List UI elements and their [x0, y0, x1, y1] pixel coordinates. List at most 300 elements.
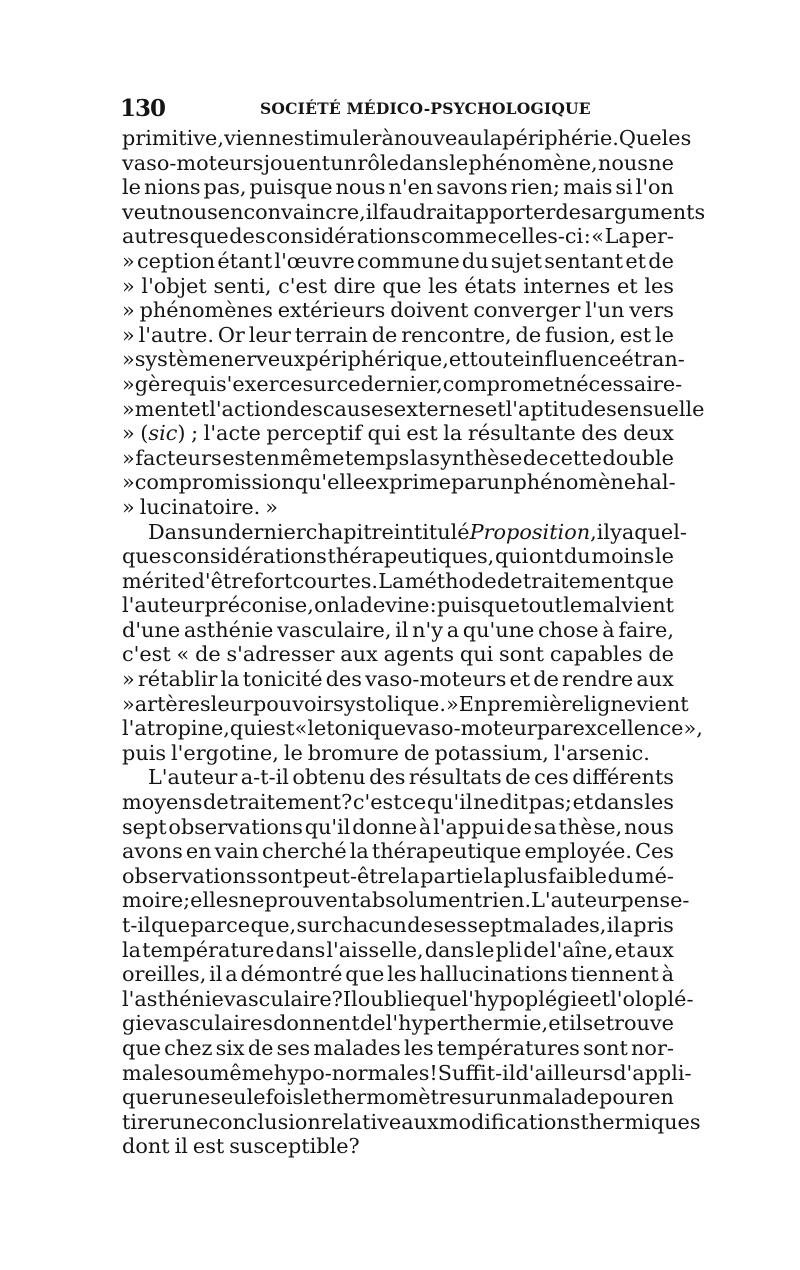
word: sur	[302, 371, 337, 396]
word: à	[418, 814, 432, 839]
word: ces	[534, 765, 569, 790]
word: et	[484, 396, 506, 421]
word: intitulé	[393, 519, 470, 544]
word: vers	[629, 298, 674, 323]
word: de	[505, 765, 531, 790]
word: et	[188, 396, 210, 421]
word: le	[283, 740, 303, 765]
word: courtes.	[292, 568, 379, 593]
word: phénomènes	[139, 298, 273, 323]
word: Dans	[148, 519, 202, 544]
word: apporter	[463, 199, 556, 224]
word: des	[325, 667, 362, 692]
word: le	[655, 322, 674, 347]
text-line	[122, 446, 674, 471]
word: mal	[582, 593, 622, 618]
word: aux	[340, 642, 378, 667]
word: d'ailleurs	[515, 1060, 614, 1085]
word: un	[486, 470, 514, 495]
word: la	[483, 126, 503, 150]
word: La	[604, 224, 631, 249]
text-line	[122, 815, 674, 840]
word: vienne	[223, 126, 294, 150]
text-line	[122, 470, 674, 495]
word: autres	[122, 224, 190, 249]
word: en	[254, 445, 280, 470]
word: que,	[250, 913, 297, 937]
word: l'arsenic.	[553, 740, 650, 765]
word: rien;	[510, 175, 560, 200]
text-line	[122, 1011, 674, 1036]
word: quel-	[634, 519, 687, 544]
word: Ces	[635, 839, 674, 864]
word: sur	[296, 913, 331, 937]
word: chez	[164, 1035, 213, 1060]
word: sont	[499, 642, 544, 667]
word: le	[475, 937, 495, 962]
word: chapitre	[305, 519, 394, 544]
word: qu'il	[304, 814, 351, 839]
word: la	[400, 863, 420, 888]
word: excellence	[572, 716, 684, 741]
word: moyens	[122, 790, 203, 815]
word: de	[648, 642, 674, 667]
word: deux	[623, 421, 674, 446]
word: ses	[276, 1035, 311, 1060]
word: l'appui	[433, 814, 505, 839]
word: observations	[122, 863, 257, 888]
word: états	[464, 273, 517, 298]
word: la	[483, 863, 503, 888]
word: »	[122, 298, 135, 323]
word: exprime	[365, 470, 452, 495]
word: vasculaires	[154, 1011, 273, 1036]
page-header	[120, 95, 680, 125]
word: pour	[599, 1085, 649, 1110]
text-line	[122, 298, 674, 323]
word: prouvent	[264, 888, 360, 913]
word: l'asthénie	[122, 986, 224, 1011]
text-line	[122, 790, 674, 815]
word: il	[596, 519, 611, 544]
word: préconise,	[204, 593, 314, 618]
word: sujet	[490, 248, 543, 273]
word: des	[286, 396, 323, 421]
word: en	[648, 1085, 674, 1110]
text-line	[122, 962, 674, 987]
word: l'acte	[203, 421, 261, 446]
word: internes	[523, 273, 611, 298]
word: il	[174, 1134, 188, 1159]
word: externes	[393, 396, 485, 421]
word: sa	[533, 814, 557, 839]
word: et	[589, 986, 611, 1011]
word: »	[122, 445, 135, 470]
word: »	[122, 667, 135, 692]
word: ses	[433, 913, 467, 937]
word: hal-	[636, 470, 676, 495]
word: ;	[191, 421, 199, 446]
text-line	[122, 396, 705, 422]
word: influence	[524, 347, 622, 372]
word: tonique	[326, 716, 407, 741]
word: compromission	[134, 470, 295, 495]
word: »	[122, 470, 135, 495]
word: puisque	[436, 593, 521, 618]
word: de	[506, 814, 532, 839]
word: parce	[190, 913, 251, 937]
word: terrain	[294, 322, 368, 347]
word: »	[122, 322, 135, 347]
word: absolument	[359, 888, 483, 913]
word: et	[572, 790, 594, 815]
word: et	[448, 347, 470, 372]
word: de	[522, 445, 549, 470]
word: temps	[344, 445, 410, 470]
word: males	[122, 1060, 184, 1085]
word: par	[536, 716, 573, 741]
text-line	[122, 323, 674, 348]
word: oreilles,	[122, 962, 207, 987]
word: lucinatoire.	[139, 494, 261, 519]
word: vasculaire?	[223, 986, 343, 1011]
word: le	[122, 175, 141, 200]
word: »	[122, 248, 135, 273]
word: c'est	[352, 790, 402, 815]
word: périphérique,	[305, 347, 449, 372]
word: de	[359, 1011, 386, 1036]
word: un	[330, 150, 358, 175]
word: faible	[547, 863, 607, 888]
text-line	[122, 495, 674, 520]
word: même	[209, 1060, 274, 1085]
word: démontré	[240, 962, 343, 987]
word: sur	[461, 1085, 496, 1110]
word: l'ergotine,	[171, 740, 279, 765]
word: les	[387, 962, 417, 987]
word: la	[122, 937, 142, 962]
text-line	[122, 618, 674, 643]
word: de	[247, 1035, 274, 1060]
word: vaso-moteur	[406, 716, 537, 741]
word: et	[509, 667, 531, 692]
word: rôle	[357, 150, 399, 175]
text-line	[122, 199, 706, 225]
word: sept	[122, 814, 167, 839]
word: Proposition,	[469, 519, 597, 544]
word: plus	[503, 863, 548, 888]
word: nous	[623, 814, 674, 839]
word: chose	[538, 617, 599, 642]
text-line	[122, 765, 674, 790]
word: vient	[621, 593, 674, 618]
word: elles	[190, 888, 239, 913]
word: pli	[495, 937, 523, 962]
text-line	[122, 249, 674, 274]
word: nous	[335, 175, 386, 200]
word: pas;	[528, 790, 572, 815]
word: perceptif	[266, 421, 362, 446]
word: mérite	[122, 568, 192, 593]
word: par	[451, 470, 487, 495]
text-line	[122, 347, 685, 372]
word: de	[523, 937, 549, 962]
word: qui	[459, 642, 494, 667]
word: ment	[134, 396, 189, 421]
word: Suffit-il	[437, 1060, 516, 1085]
word: dit	[499, 790, 528, 815]
word: peut-être	[302, 863, 400, 888]
word: trouve	[605, 1011, 674, 1036]
word: agents	[383, 642, 455, 667]
word: fort	[253, 568, 293, 593]
word: gie	[122, 1011, 155, 1036]
word: s'adresser	[226, 642, 335, 667]
word: la	[220, 667, 240, 692]
word: donnent	[273, 1011, 360, 1036]
word: sont	[257, 863, 303, 888]
text-line	[122, 371, 683, 397]
word: dire	[333, 273, 376, 298]
word: étant	[217, 248, 273, 273]
word: sensuelle	[606, 396, 705, 421]
word: tiennent	[570, 962, 659, 987]
word: hypo-normales!	[273, 1060, 438, 1085]
word: relative	[320, 1109, 402, 1134]
word: l'atropine,	[122, 716, 230, 741]
text-line	[122, 569, 674, 594]
word: c'est	[122, 642, 171, 667]
text-line	[122, 741, 674, 766]
word: les	[644, 790, 674, 815]
word: une	[171, 1085, 211, 1110]
word: primitive,	[122, 126, 224, 150]
word: «	[591, 224, 605, 249]
word: doivent	[390, 298, 469, 323]
word: vasculaire,	[277, 617, 392, 642]
text-line	[122, 126, 692, 151]
word: de	[648, 248, 674, 273]
word: que	[151, 913, 191, 937]
word: aux	[636, 667, 674, 692]
word: à	[381, 126, 394, 150]
word: stimuler	[293, 126, 382, 150]
word: est	[192, 1134, 225, 1159]
word: synthèse	[429, 445, 523, 470]
word: potassium,	[434, 740, 549, 765]
word: moire;	[122, 888, 191, 913]
word: faudrait	[379, 199, 464, 224]
word: phénomène,	[468, 150, 598, 175]
word: «	[176, 642, 190, 667]
word: pris	[633, 913, 674, 937]
word: l'aptitude	[505, 396, 607, 421]
word: ce	[402, 790, 427, 815]
word: à	[602, 617, 615, 642]
word: et	[548, 1011, 569, 1036]
word: qu'elle	[294, 470, 366, 495]
word: qui	[182, 371, 216, 396]
word: thermiques	[580, 1109, 701, 1134]
word: il	[365, 199, 380, 224]
text-line	[122, 986, 694, 1012]
text-line	[122, 913, 674, 938]
word: résultante	[467, 421, 576, 446]
word: a	[446, 617, 460, 642]
word: du	[607, 863, 635, 888]
word: ne	[473, 790, 499, 815]
word: faire,	[618, 617, 674, 642]
word: »	[122, 421, 135, 446]
word: modifications	[438, 1109, 581, 1134]
word: vaso-moteurs	[365, 667, 507, 692]
word: L'auteur	[148, 765, 238, 790]
word: périphérie.	[502, 126, 619, 150]
word: n'y	[412, 617, 443, 642]
word: l'auteur	[122, 593, 205, 618]
word: les	[644, 273, 674, 298]
word: dans	[399, 150, 449, 175]
word: savons	[436, 175, 508, 200]
word: de	[195, 642, 221, 667]
text-line	[122, 1085, 674, 1110]
word: un	[495, 1085, 523, 1110]
text-line	[122, 888, 690, 913]
word: capables	[549, 642, 643, 667]
word: du	[563, 544, 591, 569]
word: causes	[322, 396, 394, 421]
word: mais	[562, 175, 613, 200]
word: a-t-il	[240, 765, 289, 790]
word: de	[407, 913, 433, 937]
word: de	[515, 322, 542, 347]
word: a	[225, 962, 238, 987]
word: devine	[359, 593, 430, 618]
word: tout	[520, 593, 563, 618]
text-line	[122, 839, 674, 864]
word: seule	[210, 1085, 266, 1110]
word: bromure	[307, 740, 399, 765]
word: l'hyperthermie,	[385, 1011, 549, 1036]
word: cherché	[261, 839, 347, 864]
word: toute	[469, 347, 525, 372]
word: est	[222, 445, 254, 470]
word: malade	[522, 1085, 599, 1110]
word: qu'il	[426, 790, 473, 815]
word: dont	[122, 1134, 170, 1159]
word: se	[582, 1011, 606, 1036]
word: l'œuvre	[274, 248, 355, 273]
word: il	[606, 913, 621, 937]
word: rien.	[482, 888, 532, 913]
word: moins	[591, 544, 655, 569]
word: «	[294, 716, 308, 741]
word: L'auteur	[531, 888, 621, 913]
word: »	[122, 347, 135, 372]
word: Que	[618, 126, 662, 150]
word: ligne	[583, 691, 637, 716]
word: »	[122, 691, 135, 716]
word: nous	[167, 199, 218, 224]
text-line	[122, 544, 674, 569]
word: c'est	[278, 273, 327, 298]
text-line	[122, 421, 674, 446]
word: températures	[436, 1035, 580, 1060]
word: la	[349, 839, 369, 864]
word: si	[615, 175, 633, 200]
word: nous	[597, 150, 648, 175]
word: observations	[168, 814, 303, 839]
word: »,	[683, 716, 703, 741]
word: y	[610, 519, 622, 544]
word: qui	[229, 716, 264, 741]
word: nécessaire-	[562, 371, 683, 396]
word: vain	[214, 839, 259, 864]
word: méthode	[404, 568, 497, 593]
word: à	[661, 962, 674, 987]
word: l'un	[585, 298, 625, 323]
word: d'être	[191, 568, 254, 593]
word: différents	[572, 765, 674, 790]
word: l'on	[635, 175, 674, 200]
word: malades	[313, 1035, 401, 1060]
word: conclusion	[208, 1109, 321, 1134]
word: vaso-moteurs	[122, 150, 264, 175]
text-line	[122, 224, 674, 249]
word: oublie	[357, 986, 423, 1011]
word: fusion,	[544, 322, 616, 347]
word: a	[621, 519, 635, 544]
word: hallucinations	[419, 962, 568, 987]
word: Il	[342, 986, 358, 1011]
word: ception	[136, 248, 216, 273]
word: avons	[122, 839, 183, 864]
word: pas,	[203, 175, 247, 200]
text-line	[122, 274, 674, 299]
word: s'exerce	[215, 371, 303, 396]
word: qui	[494, 544, 529, 569]
word: ce	[336, 371, 361, 396]
word: que	[189, 224, 229, 249]
word: tonicité	[242, 667, 323, 692]
word: obtenu	[292, 765, 366, 790]
word: t-il	[122, 913, 151, 937]
word: que	[422, 986, 462, 1011]
word: étran-	[621, 347, 685, 372]
word: sont	[582, 1035, 628, 1060]
word: leur	[210, 691, 253, 716]
word: nerveux	[220, 347, 306, 372]
word: puis	[122, 740, 167, 765]
word: la	[409, 445, 429, 470]
word: qu'une	[462, 617, 535, 642]
word: puisque	[249, 175, 333, 200]
word: dans	[424, 937, 475, 962]
word: fois	[265, 1085, 304, 1110]
word: »	[265, 494, 278, 519]
word: ne	[648, 150, 674, 175]
word: que	[634, 568, 674, 593]
word: ont	[528, 544, 564, 569]
word: a	[620, 913, 633, 937]
body-text	[122, 126, 706, 1159]
word: première	[487, 691, 584, 716]
word: qui	[367, 421, 401, 446]
word: ne	[238, 888, 265, 913]
word: une	[169, 1109, 209, 1134]
word: systolique.	[333, 691, 446, 716]
word: six	[215, 1035, 245, 1060]
